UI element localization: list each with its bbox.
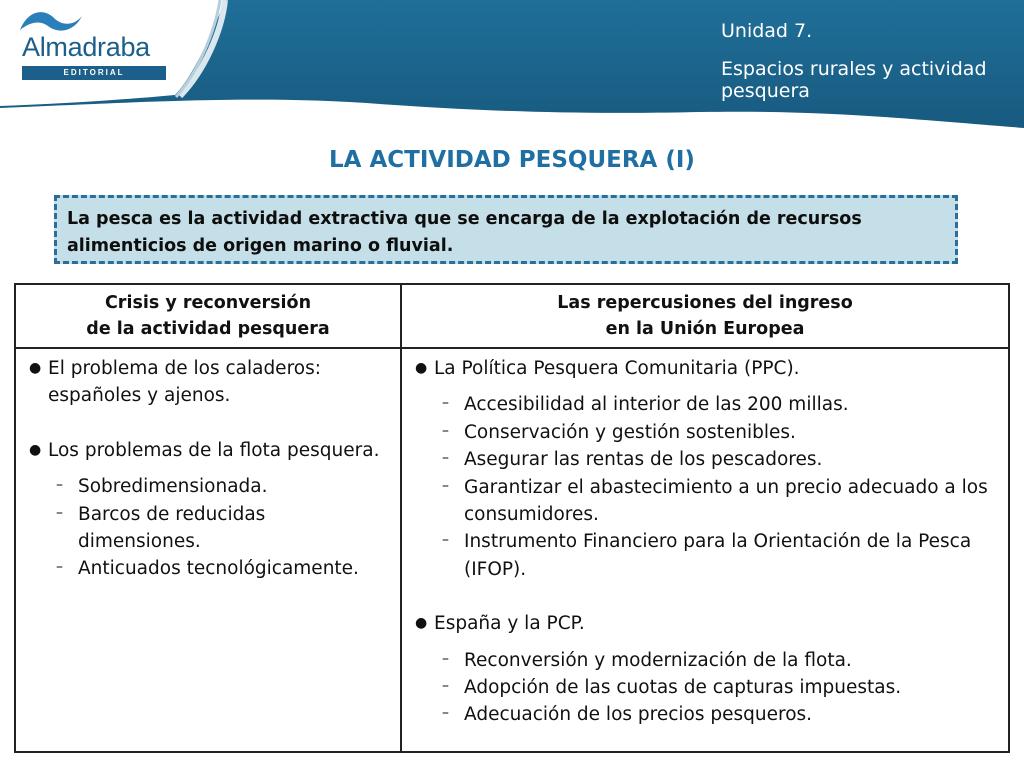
table-body-row (15, 348, 1009, 752)
bullet-icon: ● (29, 441, 42, 458)
header-banner (0, 0, 1024, 140)
dash-icon: – (442, 477, 449, 494)
dash-icon: – (56, 504, 63, 521)
sub-list-item: – Adopción de las cuotas de capturas impuestas. (412, 674, 1000, 701)
sub-list-item: – Reconversión y modernización de la flota. (412, 647, 1000, 674)
dash-icon: – (442, 532, 449, 549)
sub-list-item: – Adecuación de los precios pesqueros. (412, 701, 1000, 728)
list-item: ● La Política Pesquera Comunitaria (PPC). (412, 355, 1000, 382)
dash-icon: – (442, 422, 449, 439)
dash-icon: – (56, 559, 63, 576)
almadraba-logo (18, 6, 170, 80)
bullet-icon: ● (29, 360, 42, 376)
definition-box (54, 195, 958, 264)
sub-list-item: – Anticuados tecnológicamente. (26, 555, 392, 582)
column-crisis-content (15, 348, 401, 752)
content-table (14, 283, 1010, 753)
dash-icon: – (442, 650, 449, 667)
bullet-icon: ● (415, 615, 428, 632)
dash-icon: – (442, 450, 449, 467)
sub-list-item: – Asegurar las rentas de los pescadores. (412, 446, 1000, 473)
column-header-text: Las repercusiones del ingreso (557, 293, 853, 313)
column-header-repercusiones (401, 284, 1009, 348)
list-item: ● El problema de los caladeros: españoles y ajenos. (26, 355, 392, 410)
list-item: ● España y la PCP. (412, 610, 1000, 637)
sub-list-item: – Instrumento Financiero para la Orientación de la Pesca (IFOP). (412, 528, 1000, 583)
sub-list-item: – Sobredimensionada. (26, 473, 392, 500)
logo-subtitle: EDITORIAL (22, 66, 166, 80)
table-header-row (15, 284, 1009, 348)
bullet-icon: ● (415, 360, 428, 376)
page-title: LA ACTIVIDAD PESQUERA (I) (329, 147, 695, 173)
column-header-text: en la Unión Europea (605, 319, 805, 339)
sub-list-item: – Conservación y gestión sostenibles. (412, 419, 1000, 446)
dash-icon: – (442, 705, 449, 722)
sub-list-item: – Accesibilidad al interior de las 200 millas. (412, 391, 1000, 418)
column-header-text: de la actividad pesquera (86, 319, 330, 339)
sub-list-item: – Garantizar el abastecimiento a un precio adecuado a los consumidores. (412, 474, 1000, 529)
logo-name: Almadraba (22, 32, 150, 62)
unit-label: Unidad 7. (721, 20, 813, 42)
dash-icon: – (56, 477, 63, 494)
list-item: ● Los problemas de la flota pesquera. (26, 437, 392, 464)
dash-icon: – (442, 678, 449, 695)
unit-title: Espacios rurales y actividad pesquera (721, 58, 987, 102)
column-header-crisis (15, 284, 401, 348)
dash-icon: – (442, 395, 449, 412)
column-header-text: Crisis y reconversión (104, 293, 312, 313)
definition-text: La pesca es la actividad extractiva que se encarga de la explotación de recursos alimenticios de origen marino o fluvial. (67, 209, 862, 256)
sub-list-item: – Barcos de reducidas dimensiones. (26, 501, 392, 556)
column-repercusiones-content (401, 348, 1009, 752)
